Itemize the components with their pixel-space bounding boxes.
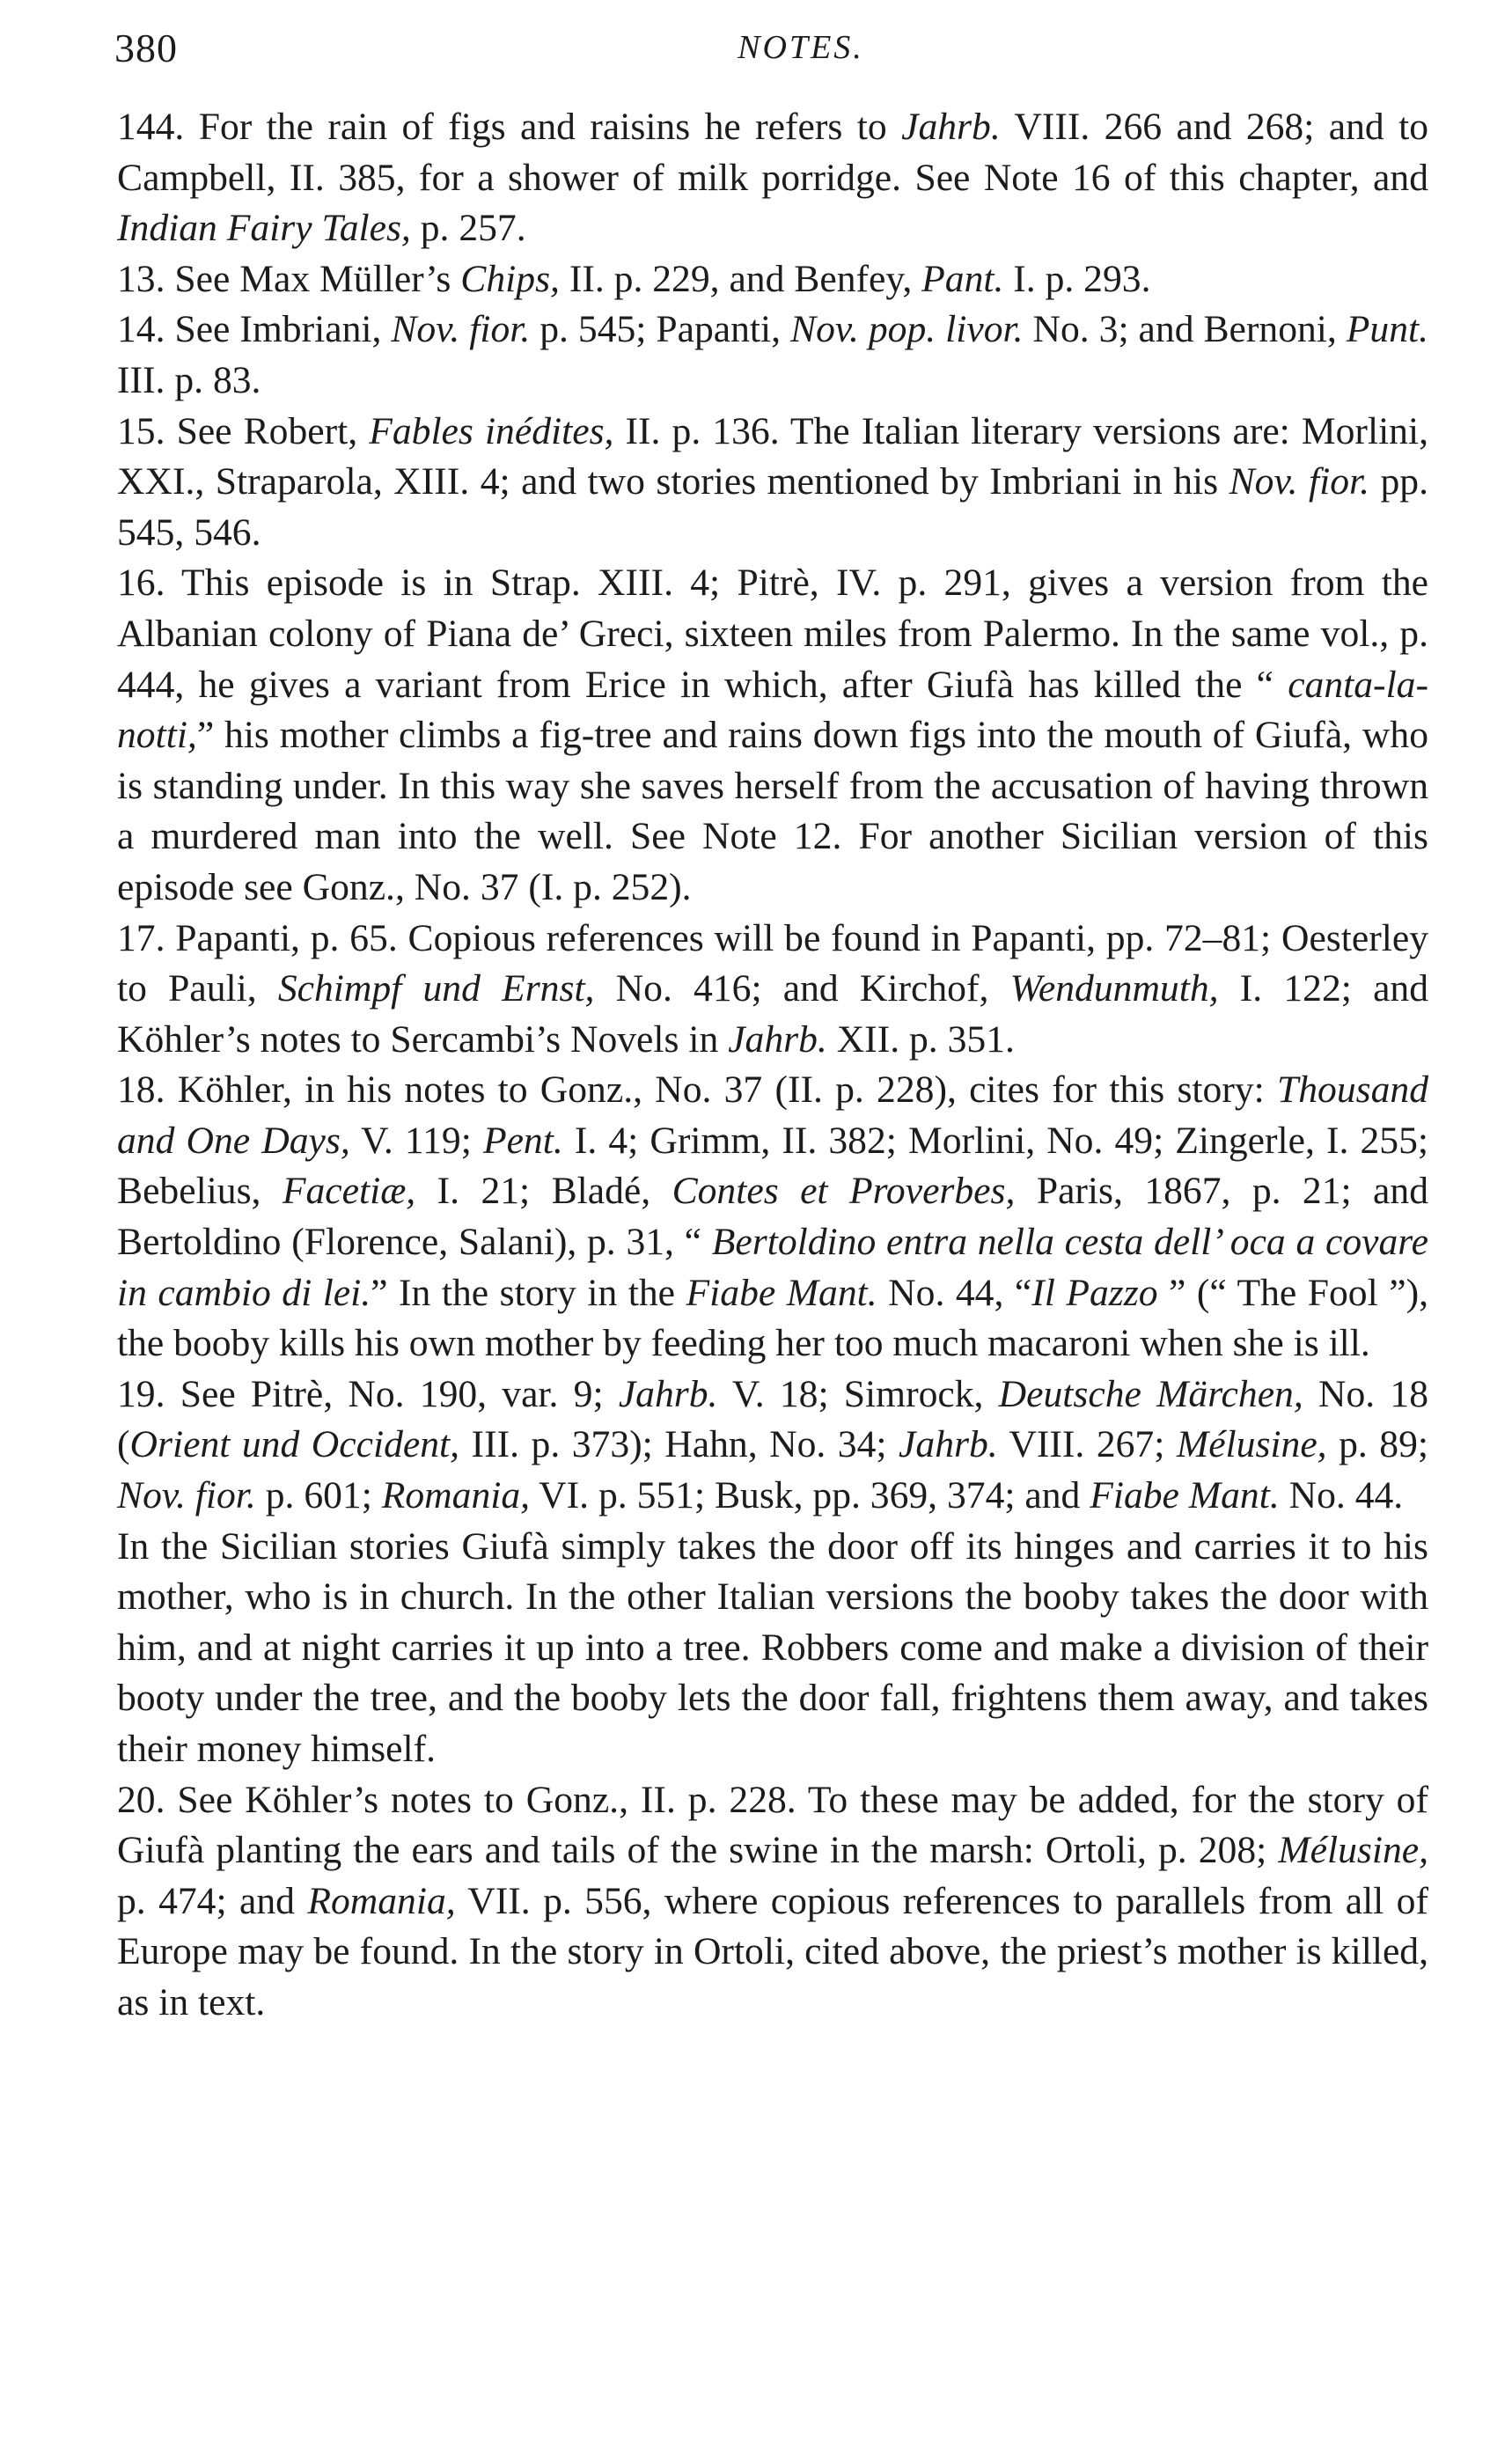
note-citation: Contes et Proverbes, — [672, 1170, 1016, 1213]
note-citation: Deutsche Märchen, — [998, 1372, 1303, 1415]
note-13 — [117, 254, 1428, 305]
note-text: No. 3; and Bernoni, — [1023, 308, 1347, 351]
note-text: No. 44. — [1279, 1474, 1404, 1517]
note-17 — [117, 914, 1428, 1066]
note-citation: Jahrb. — [901, 106, 1001, 148]
note-text: p. 545; Papanti, — [530, 308, 791, 351]
note-text: No. 44, “ — [877, 1271, 1032, 1314]
note-text: pp. 545, 546. — [117, 460, 1429, 554]
running-head: NOTES. — [738, 29, 864, 66]
note-19-continuation: In the Sicilian stories Giufà simply takes the door off its hinges and carries it to his mother, who is in church. In the other Italian versions the booby takes the door with him, and at night carries it up into a tree. Robbers come and make a division of their booty under the tree, and the booby lets the door fall, frightens them away, and takes their money himself. — [117, 1524, 1428, 1770]
note-text: ” his mother climbs a fig-tree and rains down figs into the mouth of Giufà, who is standing under. In this way she saves herself from the accusation of having thrown a murdered man into the well. See Note 12. For another Sicilian version of this episode see Gonz., No. 37 (I. p. 252). — [117, 714, 1428, 908]
note-citation: Punt. — [1346, 308, 1429, 351]
note-text: I. 122; and Köhler’s notes to Sercambi’s Novels in — [117, 967, 1429, 1061]
note-text: Paris, 1867, p. 21; and Bertoldino (Florence, Salani), p. 31, “ — [117, 1170, 1428, 1264]
note-text: 14. See Imbriani, — [117, 308, 392, 351]
note-citation: Wendunmuth, — [1009, 967, 1219, 1010]
note-text: VI. p. 551; Busk, pp. 369, 374; and — [530, 1474, 1090, 1517]
note-text: p. 89; — [1326, 1423, 1429, 1466]
note-text: I. 4; Grimm, II. 382; Morlini, No. 49; Zingerle, I. 255; Bebelius, — [117, 1119, 1429, 1213]
note-text: No. 416; and Kirchof, — [594, 967, 1010, 1010]
note-citation: Romania, — [381, 1474, 531, 1517]
notes-body — [117, 102, 1428, 2029]
note-citation: Indian Fairy Tales, — [117, 207, 411, 250]
note-text: VII. p. 556, where copious references to parallels from all of Europe may be found. In the story in Ortoli, cited above, the priest’s mother is killed, as in text. — [117, 1879, 1428, 2023]
note-text: p. 257. — [410, 207, 526, 250]
note-citation: Jahrb. — [618, 1372, 718, 1415]
note-text: 18. Köhler, in his notes to Gonz., No. 37 (II. p. 228), cites for this story: — [117, 1068, 1277, 1112]
note-citation: Orient und Occident, — [129, 1423, 460, 1466]
note-text: 17. Papanti, p. 65. Copious references will be found in Papanti, pp. 72–81; Oesterley to Pauli, — [117, 916, 1428, 1010]
note-text: II. p. 229, and Benfey, — [559, 257, 922, 300]
note-citation: Chips, — [460, 257, 560, 300]
note-citation: Schimpf und Ernst, — [277, 967, 595, 1010]
note-15 — [117, 407, 1428, 559]
note-14 — [117, 305, 1428, 406]
note-text: p. 474; and — [117, 1879, 308, 1922]
note-citation: Mélusine, — [1278, 1829, 1428, 1872]
note-citation: Romania, — [307, 1879, 456, 1922]
note-text: II. p. 136. The Italian literary versions are: Morlini, XXI., Straparola, XIII. 4; and two stories mentioned by Imbriani in his — [117, 409, 1428, 503]
note-citation: Mélusine, — [1176, 1423, 1327, 1466]
note-text: p. 601; — [255, 1474, 382, 1517]
note-citation: Pent. — [482, 1119, 563, 1162]
note-citation: Jahrb. — [728, 1017, 827, 1061]
note-text: No. 18 ( — [117, 1372, 1428, 1466]
note-18 — [117, 1065, 1428, 1370]
note-text: I. 21; Bladé, — [415, 1170, 672, 1213]
note-144 — [117, 102, 1428, 254]
note-citation: Fiabe Mant. — [686, 1271, 877, 1314]
note-citation: canta-la-notti, — [117, 663, 1428, 757]
note-text: 20. See Köhler’s notes to Gonz., II. p. 228. To these may be added, for the story of Giufà planting the ears and tails of the swine in the marsh: Ortoli, p. 208; — [117, 1778, 1428, 1872]
note-text: III. p. 83. — [117, 358, 261, 401]
note-text: V. 119; — [349, 1119, 483, 1162]
note-citation: Il Pazzo — [1031, 1271, 1158, 1314]
note-text: VIII. 266 and 268; and to Campbell, II. 385, for a shower of milk porridge. See Note 16 of this chapter, and — [117, 106, 1428, 199]
page-header — [114, 25, 1426, 77]
note-text: 19. See Pitrè, No. 190, var. 9; — [117, 1372, 619, 1415]
note-text: 16. This episode is in Strap. XIII. 4; Pitrè, IV. p. 291, gives a version from the Albanian colony of Piana de’ Greci, sixteen miles from Palermo. In the same vol., p. 444, he gives a variant from Erice in which, after Giufà has killed the “ — [117, 562, 1428, 706]
note-text: V. 18; Simrock, — [717, 1372, 999, 1415]
note-16 — [117, 558, 1428, 913]
note-text: 15. See Robert, — [117, 409, 370, 452]
note-20 — [117, 1775, 1428, 2029]
note-text: III. p. 373); Hahn, No. 34; — [459, 1423, 899, 1466]
page-number: 380 — [114, 26, 178, 70]
note-citation: Fiabe Mant. — [1090, 1474, 1280, 1517]
note-citation: Pant. — [921, 257, 1004, 300]
note-citation: Jahrb. — [899, 1423, 998, 1466]
note-citation: Thousand and One Days, — [117, 1068, 1428, 1162]
note-text: 13. See Max Müller’s — [117, 257, 461, 300]
note-citation: Nov. pop. livor. — [790, 308, 1024, 351]
note-text: 144. For the rain of figs and raisins he refers to — [117, 106, 902, 148]
note-text: ” In the story in the — [371, 1271, 686, 1314]
note-citation: Nov. fior. — [117, 1474, 256, 1517]
note-text: XII. p. 351. — [826, 1017, 1015, 1061]
note-text: ” (“ The Fool ”), the booby kills his own mother by feeding her too much macaroni when she is ill. — [117, 1271, 1428, 1365]
note-19 — [117, 1370, 1428, 1522]
note-citation: Nov. fior. — [1229, 460, 1370, 503]
note-text: I. p. 293. — [1003, 257, 1151, 300]
note-text: VIII. 267; — [997, 1423, 1177, 1466]
note-citation: Fables inédites, — [369, 409, 614, 452]
note-citation: Facetiæ, — [282, 1170, 416, 1213]
note-citation: Bertoldino entra nella cesta dell’ oca a covare in cambio di lei. — [117, 1221, 1428, 1314]
note-citation: Nov. fior. — [391, 308, 531, 351]
